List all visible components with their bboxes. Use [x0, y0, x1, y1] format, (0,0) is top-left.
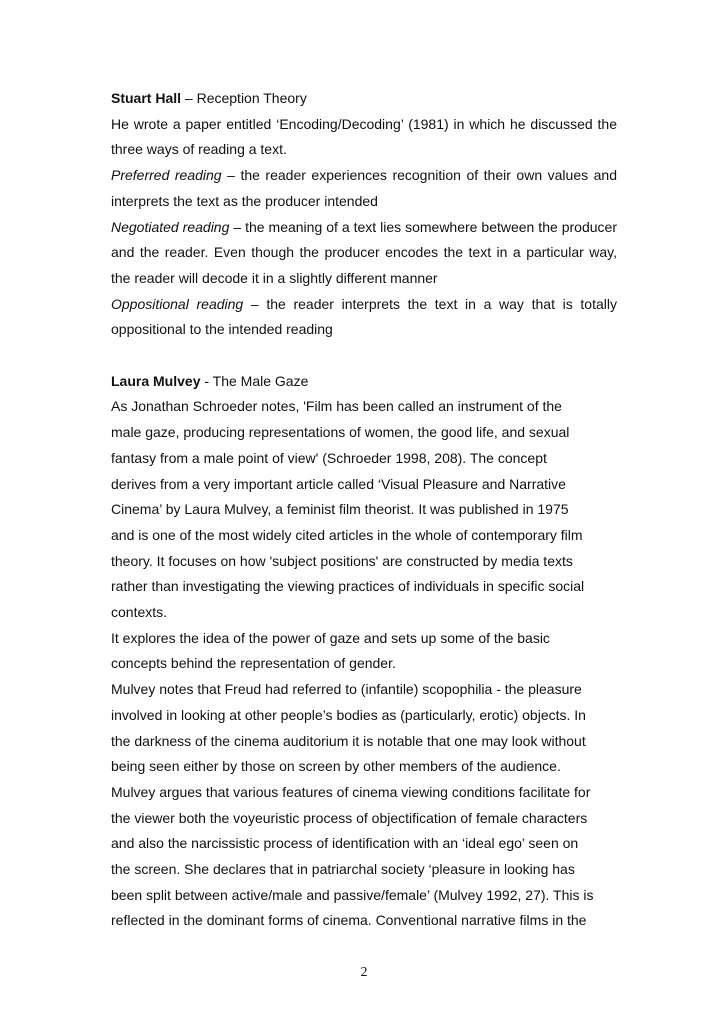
text-line: contexts.	[111, 604, 168, 621]
section-heading-hall	[111, 86, 617, 112]
section-spacer	[111, 343, 617, 369]
text-line: involved in looking at other people’s bodies as (particularly, erotic) objects. In	[111, 706, 586, 723]
section-reception-theory	[111, 86, 617, 343]
definition-negotiated-reading: – the meaning of a text lies somewhere between the producer and the reader. Even though the producer encodes the text in a particular way, the reader will decode it in a slightly different manner	[111, 218, 617, 286]
paragraph-intro: He wrote a paper entitled ‘Encoding/Decoding’ (1981) in which he discussed the three ways of reading a text.	[111, 115, 617, 158]
paragraph-preferred-reading	[111, 163, 617, 214]
text-line: derives from a very important article called ‘Visual Pleasure and Narrative	[111, 475, 566, 492]
text-line: It explores the idea of the power of gaze and sets up some of the basic	[111, 629, 550, 646]
text-line: Cinema’ by Laura Mulvey, a feminist film theorist. It was published in 1975	[111, 501, 569, 518]
term-oppositional-reading: Oppositional reading	[111, 295, 244, 312]
text-line: rather than investigating the viewing practices of individuals in specific social	[111, 578, 585, 595]
text-line: theory. It focuses on how 'subject positions' are constructed by media texts	[111, 552, 573, 569]
section-heading-mulvey	[111, 369, 617, 395]
mulvey-body-text	[111, 394, 617, 934]
text-line: fantasy from a male point of view' (Schroeder 1998, 208). The concept	[111, 449, 547, 466]
page-content	[111, 86, 617, 934]
definition-preferred-reading: – the reader experiences recognition of their own values and interprets the text as the producer intended	[111, 167, 617, 209]
definition-oppositional-reading: – the reader interprets the text in a way that is totally oppositional to the intended reading	[111, 295, 617, 338]
section-male-gaze	[111, 369, 617, 934]
text-line: the screen. She declares that in patriarchal society ‘pleasure in looking has	[111, 861, 575, 878]
text-line: being seen either by those on screen by other members of the audience.	[111, 758, 561, 775]
text-line: and is one of the most widely cited articles in the whole of contemporary film	[111, 526, 583, 543]
text-line: reflected in the dominant forms of cinema. Conventional narrative films in the	[111, 912, 587, 929]
page-number: 2	[360, 965, 368, 980]
heading-author-name: Stuart Hall	[111, 90, 182, 106]
heading-title: - The Male Gaze	[200, 372, 309, 389]
text-line: As Jonathan Schroeder notes, 'Film has been called an instrument of the	[111, 398, 562, 415]
heading-author-name: Laura Mulvey	[111, 372, 201, 389]
heading-title: – Reception Theory	[181, 90, 307, 106]
text-line: the viewer both the voyeuristic process of objectification of female characters	[111, 809, 588, 826]
text-line: been split between active/male and passive/female’ (Mulvey 1992, 27). This is	[111, 886, 594, 903]
text-line: male gaze, producing representations of women, the good life, and sexual	[111, 424, 570, 441]
text-line: the darkness of the cinema auditorium it is notable that one may look without	[111, 732, 586, 749]
term-preferred-reading: Preferred reading	[111, 167, 222, 184]
paragraph-negotiated-reading	[111, 215, 617, 292]
text-line: Mulvey notes that Freud had referred to (infantile) scopophilia - the pleasure	[111, 681, 582, 698]
term-negotiated-reading: Negotiated reading	[111, 218, 230, 235]
paragraph-oppositional-reading	[111, 292, 617, 343]
text-line: Mulvey argues that various features of cinema viewing conditions facilitate for	[111, 783, 591, 800]
text-line: concepts behind the representation of gender.	[111, 655, 396, 672]
text-line: and also the narcissistic process of identification with an ‘ideal ego’ seen on	[111, 835, 579, 852]
